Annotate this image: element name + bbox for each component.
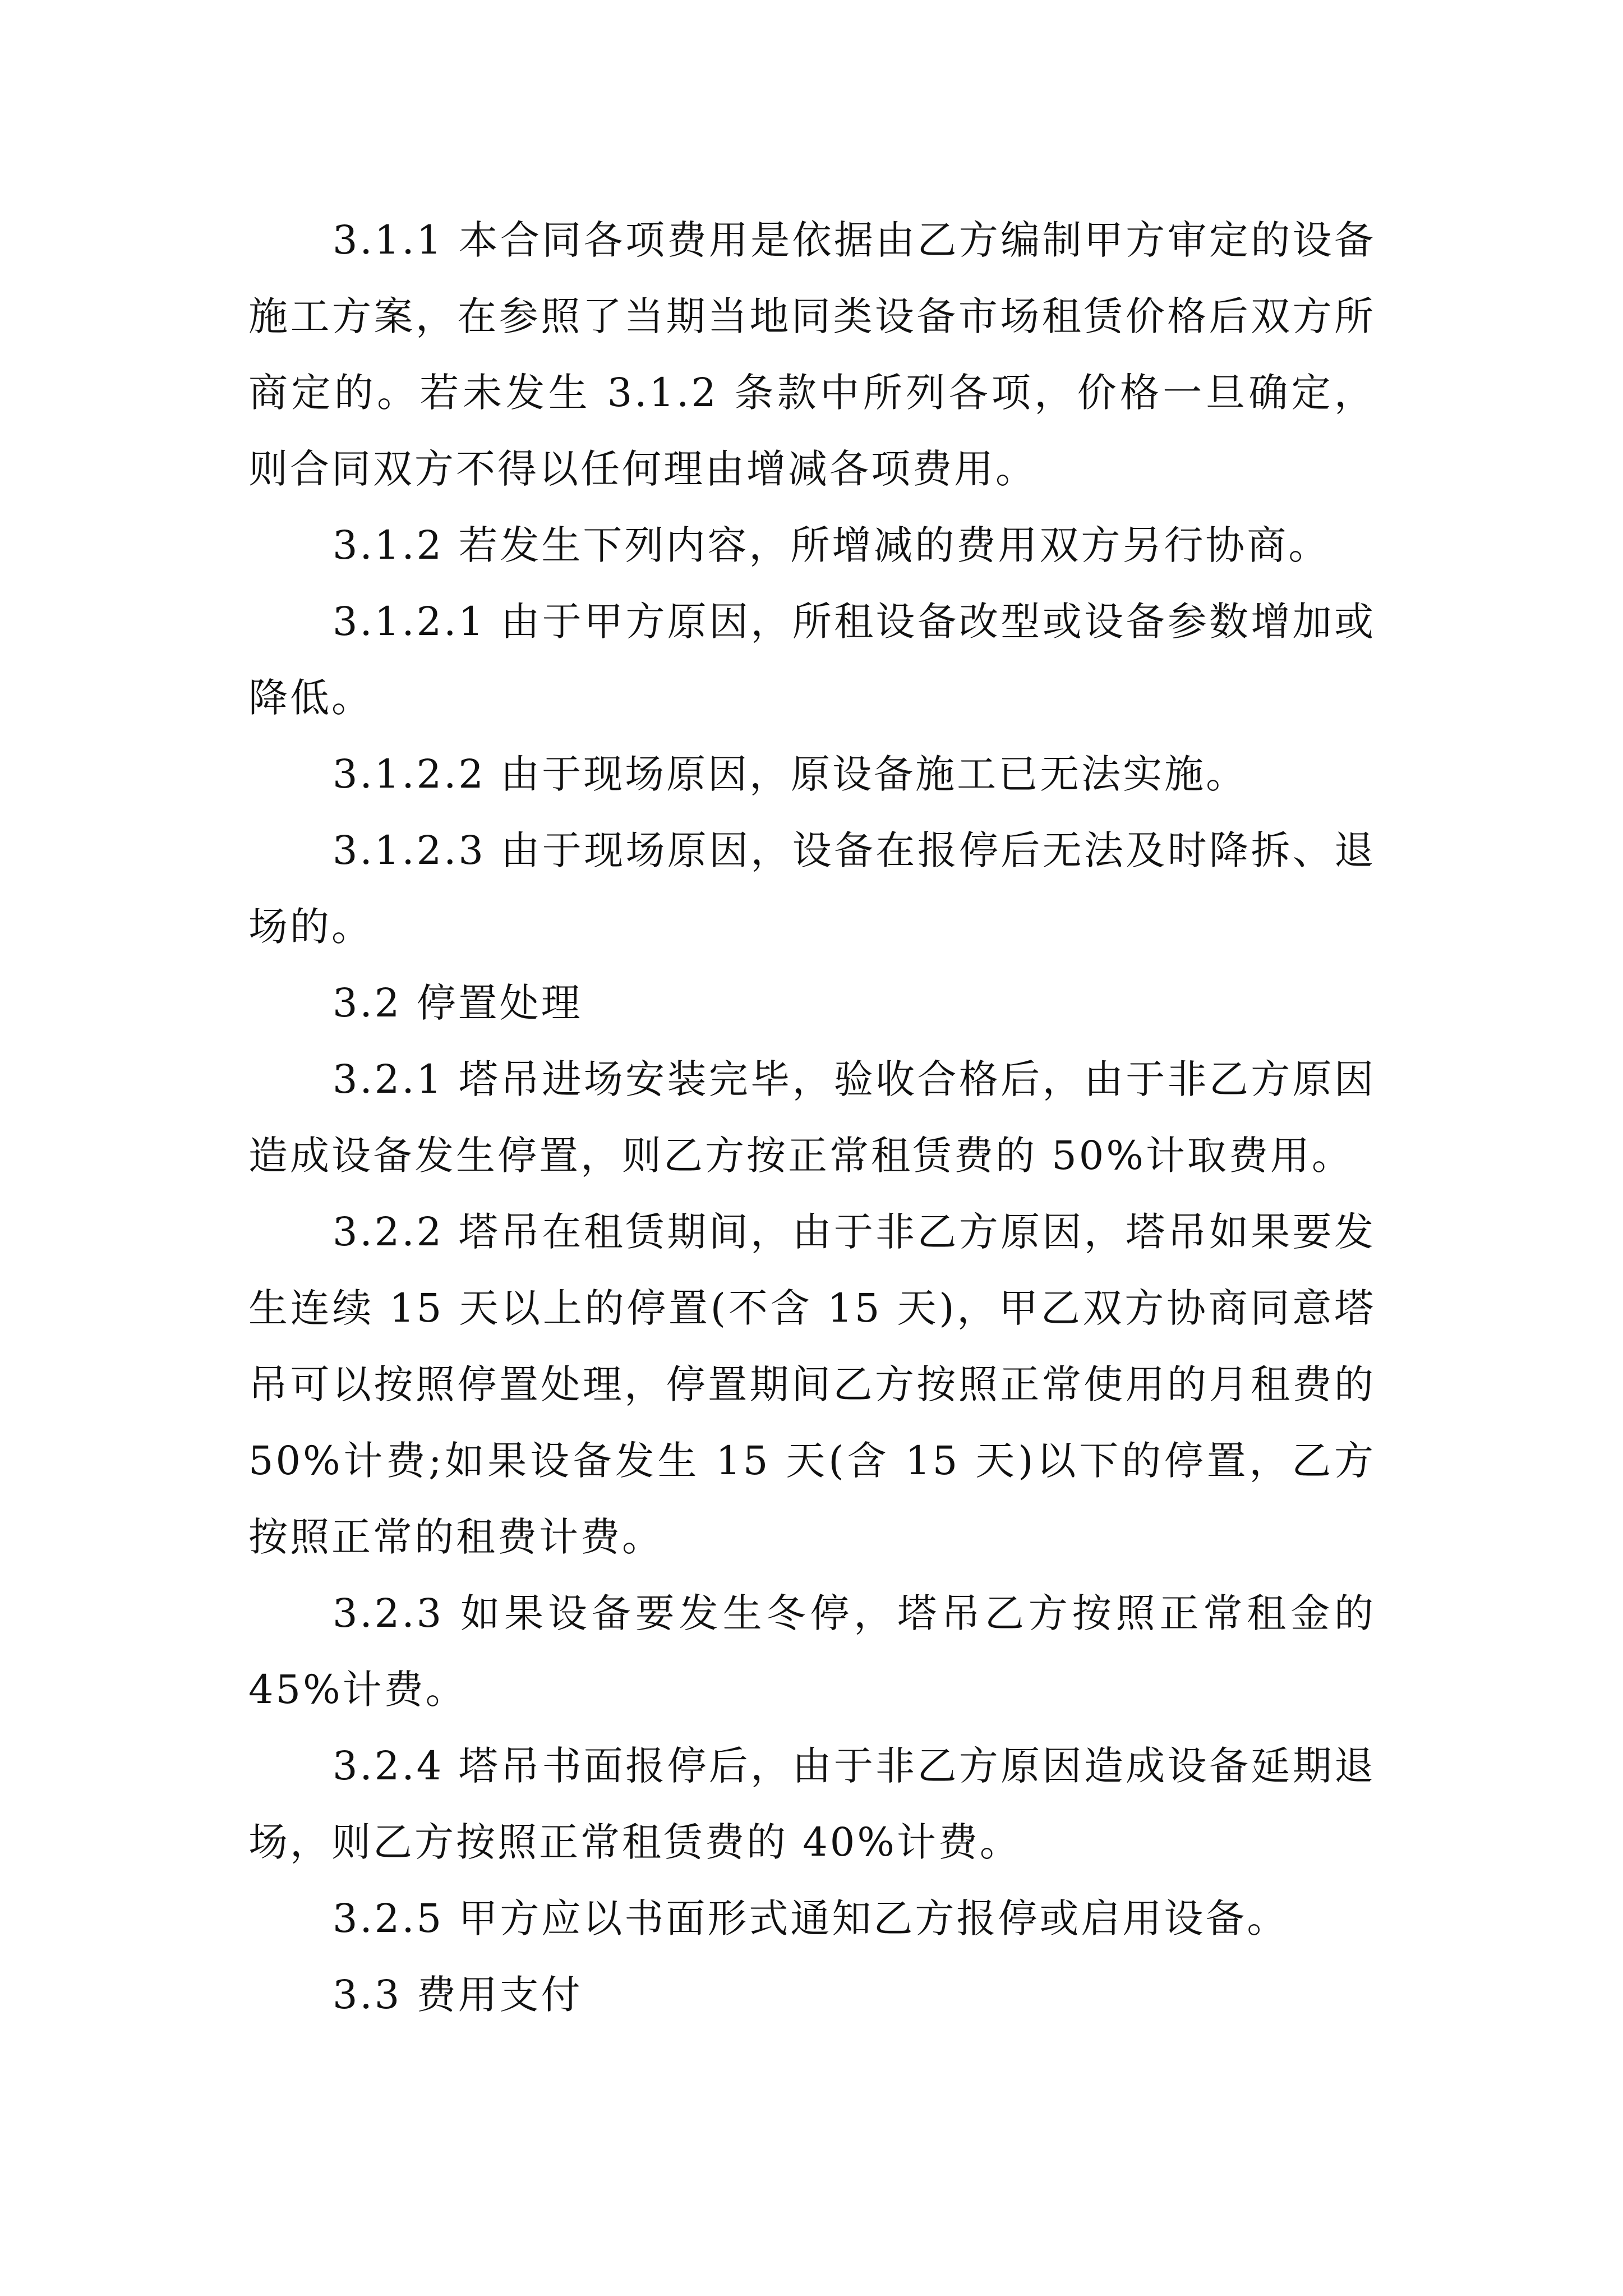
section-heading-3-3: 3.3 费用支付 (333, 1972, 583, 2018)
section-heading-3-2: 3.2 停置处理 (333, 980, 583, 1026)
clause-3-1-2-1: 3.1.2.1 由于甲方原因，所租设备改型或设备参数增加或降低。 (248, 599, 1376, 721)
clause-3-2-4: 3.2.4 塔吊书面报停后，由于非乙方原因造成设备延期退场，则乙方按照正常租赁费的 40%计费。 (248, 1743, 1376, 1865)
clause-3-1-2: 3.1.2 若发生下列内容，所增减的费用双方另行协商。 (333, 522, 1330, 568)
clause-3-1-2-3: 3.1.2.3 由于现场原因，设备在报停后无法及时降拆、退场的。 (248, 827, 1376, 950)
clause-3-2-2: 3.2.2 塔吊在租赁期间，由于非乙方原因，塔吊如果要发生连续 15 天以上的停置(不含 15 天)，甲乙双方协商同意塔吊可以按照停置处理，停置期间乙方按照正常使用的月租费的 50%计费;如果设备发生 15 天(含 15 天)以下的停置，乙方按照正常的租费计费。 (248, 1209, 1376, 1560)
clause-3-1-1: 3.1.1 本合同各项费用是依据由乙方编制甲方审定的设备施工方案，在参照了当期当地同类设备市场租赁价格后双方所商定的。若未发生 3.1.2 条款中所列各项，价格一旦确定，则合同双方不得以任何理由增减各项费用。 (248, 217, 1376, 492)
clause-3-2-5: 3.2.5 甲方应以书面形式通知乙方报停或启用设备。 (333, 1895, 1289, 1941)
clause-3-2-3: 3.2.3 如果设备要发生冬停，塔吊乙方按照正常租金的45%计费。 (248, 1590, 1376, 1713)
clause-3-2-1: 3.2.1 塔吊进场安装完毕，验收合格后，由于非乙方原因造成设备发生停置，则乙方按正常租赁费的 50%计取费用。 (248, 1056, 1376, 1179)
document-body (248, 202, 1376, 2033)
clause-3-1-2-2: 3.1.2.2 由于现场原因，原设备施工已无法实施。 (333, 751, 1248, 797)
